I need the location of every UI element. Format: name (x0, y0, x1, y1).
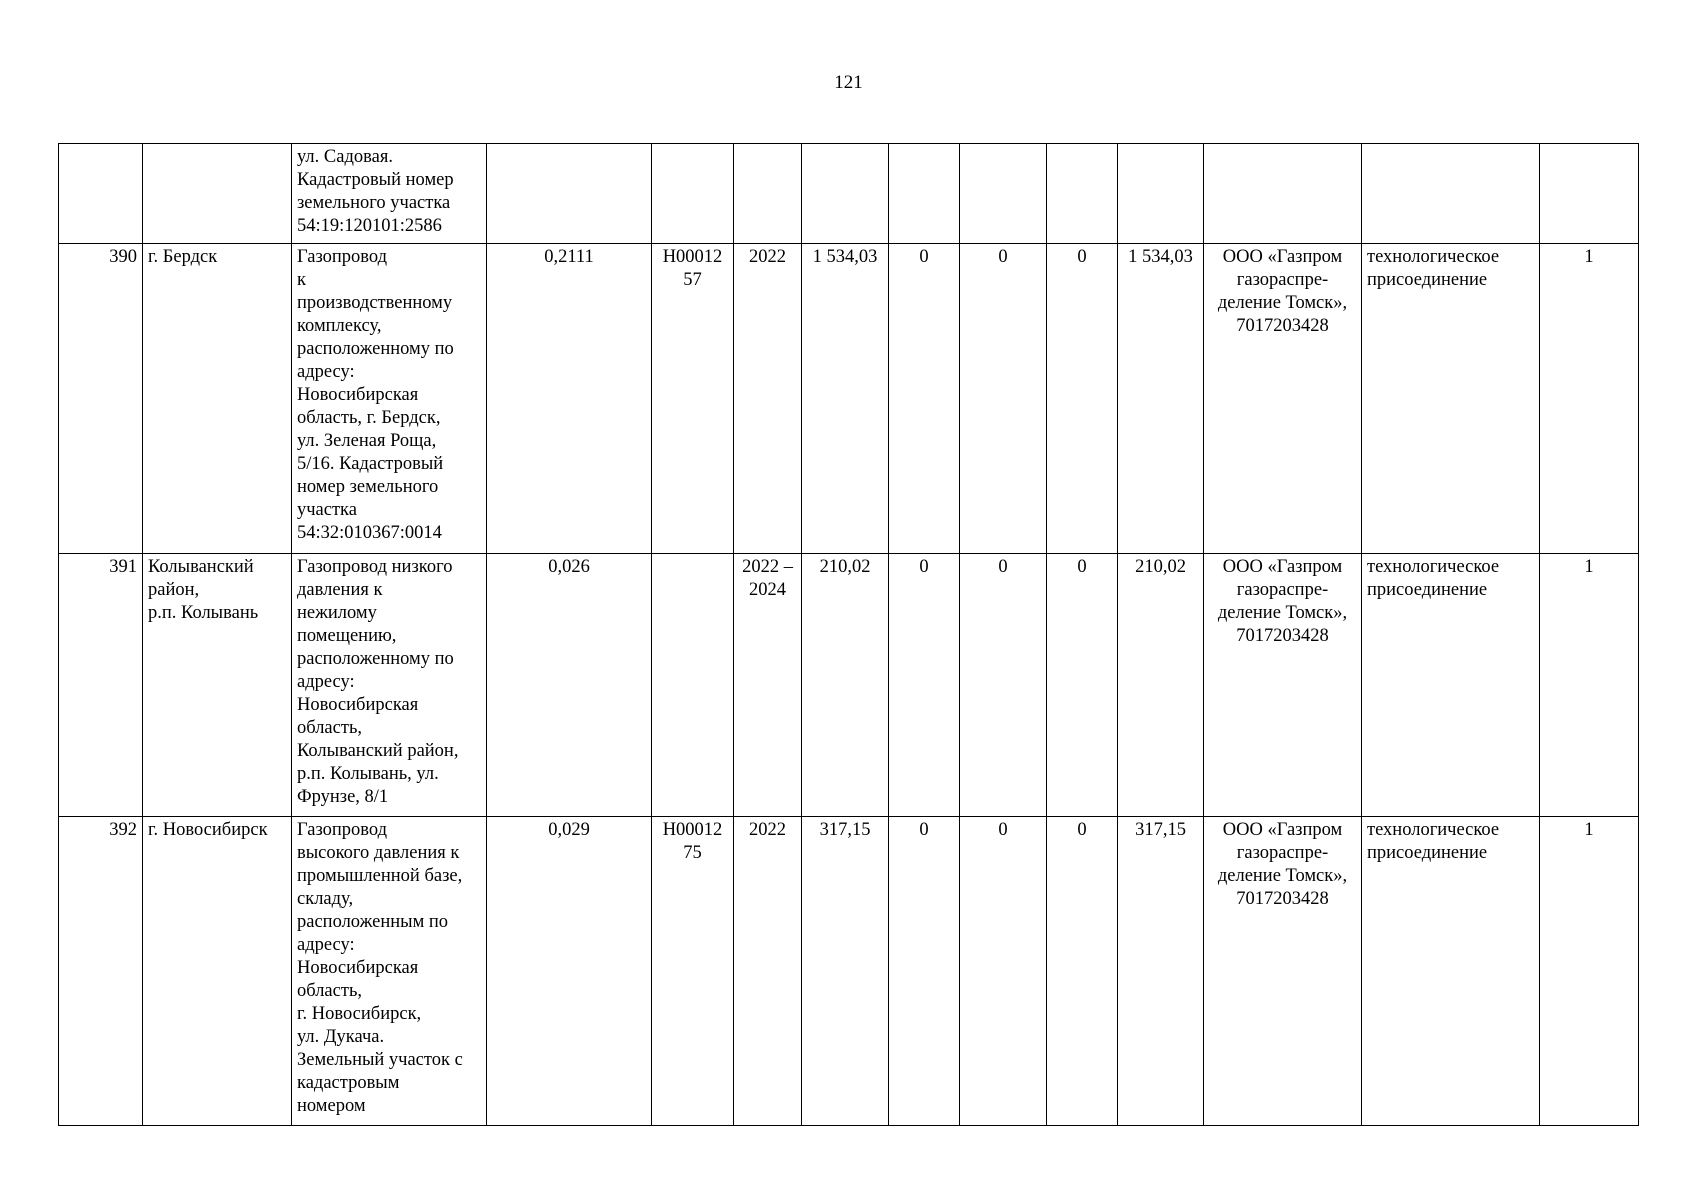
row-count (1540, 144, 1639, 244)
row-type: технологическое присоединение (1362, 817, 1540, 1126)
row-value-1: 0 (889, 244, 960, 554)
row-value-4: 317,15 (1118, 817, 1204, 1126)
row-value-4: 1 534,03 (1118, 244, 1204, 554)
row-location: Колыванский район, р.п. Колывань (143, 554, 292, 817)
row-organization: ООО «Газпром газораспре- деление Томск», 7017203428 (1204, 817, 1362, 1126)
row-value-2: 0 (960, 817, 1047, 1126)
row-number: 392 (59, 817, 143, 1126)
row-value-1: 0 (889, 554, 960, 817)
row-length: 0,2111 (487, 244, 652, 554)
row-organization: ООО «Газпром газораспре- деление Томск», 7017203428 (1204, 244, 1362, 554)
row-code (652, 144, 734, 244)
row-code: Н00012 57 (652, 244, 734, 554)
row-location: г. Бердск (143, 244, 292, 554)
row-number (59, 144, 143, 244)
row-organization: ООО «Газпром газораспре- деление Томск», 7017203428 (1204, 554, 1362, 817)
row-type: технологическое присоединение (1362, 554, 1540, 817)
row-description: Газопровод к производственному комплексу, расположенному по адресу: Новосибирская область, г. Бердск, ул. Зеленая Роща, 5/16. Кадастровый номер земельного участка 54:32:010367:0014 (292, 244, 487, 554)
row-value-3: 0 (1047, 554, 1118, 817)
row-description: Газопровод высокого давления к промышленной базе, складу, расположенным по адресу: Новосибирская область, г. Новосибирск, ул. Дукача. Земельный участок с кадастровым номером (292, 817, 487, 1126)
row-value-4: 210,02 (1118, 554, 1204, 817)
row-value-1 (889, 144, 960, 244)
row-count: 1 (1540, 554, 1639, 817)
row-years: 2022 – 2024 (734, 554, 802, 817)
row-count: 1 (1540, 244, 1639, 554)
table-row (59, 244, 1639, 554)
table-row (59, 554, 1639, 817)
row-value-1: 0 (889, 817, 960, 1126)
row-value-3: 0 (1047, 244, 1118, 554)
row-code: Н00012 75 (652, 817, 734, 1126)
row-total: 210,02 (802, 554, 889, 817)
row-type (1362, 144, 1540, 244)
row-value-2: 0 (960, 244, 1047, 554)
row-number: 391 (59, 554, 143, 817)
row-description: ул. Садовая. Кадастровый номер земельного участка 54:19:120101:2586 (292, 144, 487, 244)
row-years: 2022 (734, 817, 802, 1126)
page-number: 121 (834, 72, 863, 93)
row-years (734, 144, 802, 244)
row-type: технологическое присоединение (1362, 244, 1540, 554)
row-total: 1 534,03 (802, 244, 889, 554)
row-code (652, 554, 734, 817)
table-row (59, 817, 1639, 1126)
row-value-2: 0 (960, 554, 1047, 817)
row-total: 317,15 (802, 817, 889, 1126)
row-location (143, 144, 292, 244)
row-length (487, 144, 652, 244)
row-total (802, 144, 889, 244)
row-organization (1204, 144, 1362, 244)
row-value-4 (1118, 144, 1204, 244)
table-row (59, 144, 1639, 244)
investment-table (58, 143, 1639, 1126)
row-description: Газопровод низкого давления к нежилому помещению, расположенному по адресу: Новосибирская область, Колыванский район, р.п. Колывань, ул. Фрунзе, 8/1 (292, 554, 487, 817)
row-value-2 (960, 144, 1047, 244)
row-location: г. Новосибирск (143, 817, 292, 1126)
row-length: 0,029 (487, 817, 652, 1126)
row-value-3: 0 (1047, 817, 1118, 1126)
row-years: 2022 (734, 244, 802, 554)
row-number: 390 (59, 244, 143, 554)
row-value-3 (1047, 144, 1118, 244)
row-length: 0,026 (487, 554, 652, 817)
row-count: 1 (1540, 817, 1639, 1126)
